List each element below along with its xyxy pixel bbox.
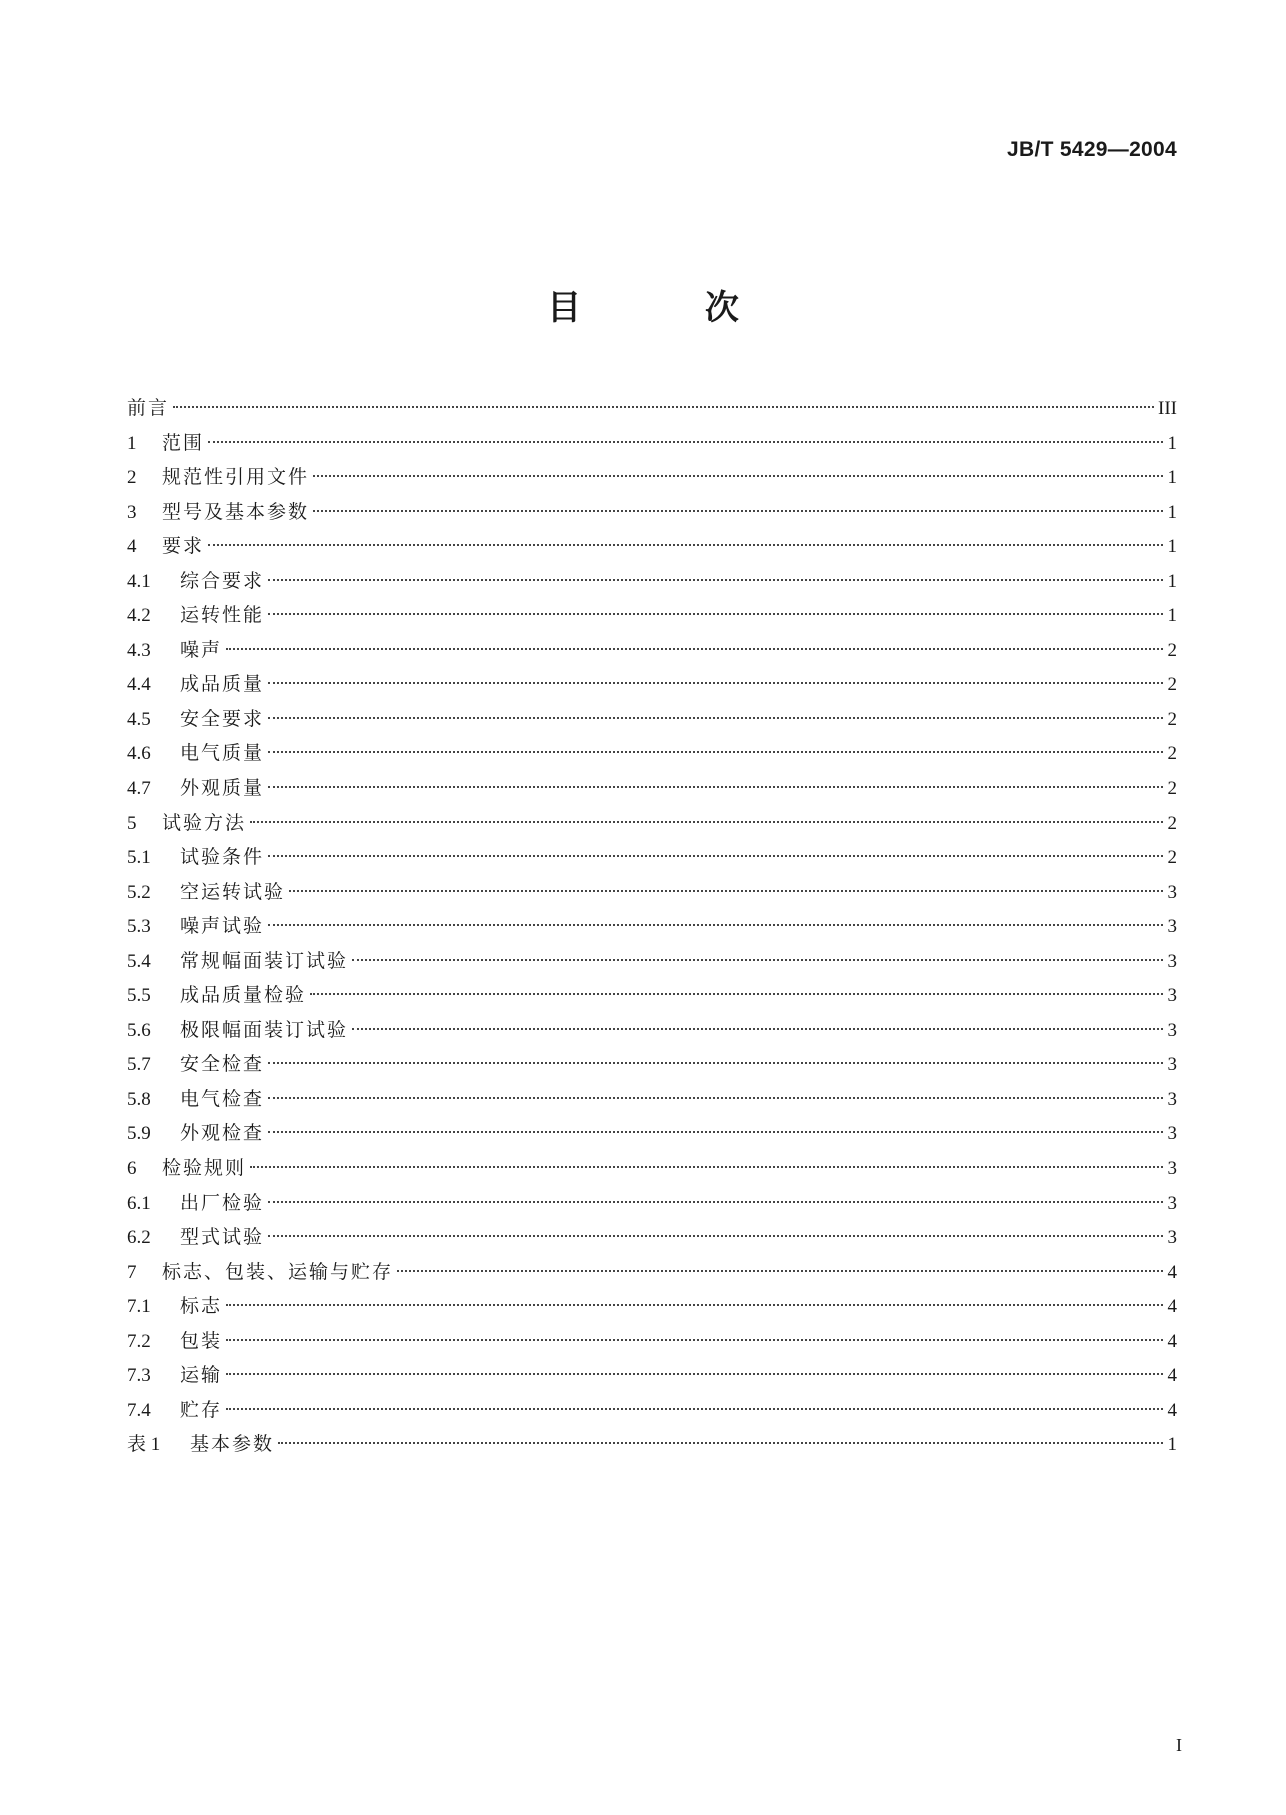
toc-dot-leader <box>173 406 1154 408</box>
toc-dot-leader <box>226 1304 1163 1306</box>
toc-dot-leader <box>278 1442 1163 1444</box>
toc-entry-title: 电气检查 <box>180 1087 265 1110</box>
toc-entry-title: 噪声试验 <box>180 915 265 938</box>
toc-entry-number: 5.8 <box>127 1088 151 1110</box>
toc-entry-number: 6.2 <box>127 1227 151 1249</box>
toc-entry[interactable] <box>127 1151 1177 1186</box>
toc-entry-page: 3 <box>1167 881 1177 903</box>
toc-entry-page: 2 <box>1167 639 1177 661</box>
toc-entry-title: 外观质量 <box>180 777 265 800</box>
toc-entry-number: 4.2 <box>127 605 151 627</box>
toc-entry-title: 标志、包装、运输与贮存 <box>162 1260 394 1283</box>
toc-entry-title: 运输 <box>180 1364 223 1387</box>
toc-entry-page: 4 <box>1167 1365 1177 1387</box>
toc-entry-number: 5.2 <box>127 881 151 903</box>
toc-dot-leader <box>208 441 1163 443</box>
toc-entry-number: 5.7 <box>127 1054 151 1076</box>
toc-entry-number: 5.9 <box>127 1123 151 1145</box>
toc-dot-leader <box>268 682 1163 684</box>
toc-entry-page: 3 <box>1167 985 1177 1007</box>
toc-entry-number: 7.1 <box>127 1296 151 1318</box>
toc-entry-page: 1 <box>1167 536 1177 558</box>
toc-entry-page: 1 <box>1167 570 1177 592</box>
toc-entry-number: 5.4 <box>127 950 151 972</box>
toc-entry-number: 7.4 <box>127 1399 151 1421</box>
toc-entry[interactable] <box>127 771 1177 806</box>
toc-entry-number: 1 <box>127 432 137 454</box>
page-title: 目 次 <box>547 288 795 328</box>
toc-entry-number: 7 <box>127 1261 137 1283</box>
toc-entry[interactable] <box>127 1013 1177 1048</box>
toc-entry-title: 规范性引用文件 <box>162 466 310 489</box>
toc-entry-title: 基本参数 <box>190 1433 275 1456</box>
toc-entry-page: 2 <box>1167 743 1177 765</box>
toc-entry[interactable] <box>127 736 1177 771</box>
toc-entry[interactable] <box>127 909 1177 944</box>
toc-dot-leader <box>268 751 1163 753</box>
toc-entry-number: 3 <box>127 501 137 523</box>
toc-entry[interactable] <box>127 633 1177 668</box>
toc-entry[interactable] <box>127 495 1177 530</box>
toc-entry-number: 4.6 <box>127 743 151 765</box>
toc-entry-number: 4.1 <box>127 570 151 592</box>
toc-entry[interactable] <box>127 1186 1177 1221</box>
toc-entry[interactable] <box>127 529 1177 564</box>
toc-entry-title: 贮存 <box>180 1398 223 1421</box>
toc-dot-leader <box>268 1131 1163 1133</box>
toc-entry-title: 安全要求 <box>180 707 265 730</box>
toc-entry[interactable] <box>127 391 1177 426</box>
toc-entry-number: 表 1 <box>127 1434 161 1456</box>
toc-dot-leader <box>268 613 1163 615</box>
toc-entry[interactable] <box>127 1220 1177 1255</box>
toc-dot-leader <box>268 1235 1163 1237</box>
toc-entry-page: 4 <box>1167 1296 1177 1318</box>
toc-entry[interactable] <box>127 840 1177 875</box>
toc-entry-page: III <box>1158 398 1177 419</box>
toc-entry-page: 2 <box>1167 674 1177 696</box>
toc-entry-page: 3 <box>1167 950 1177 972</box>
toc-entry-page: 3 <box>1167 1054 1177 1076</box>
toc-entry-number: 4.5 <box>127 708 151 730</box>
toc-entry-number: 4.3 <box>127 639 151 661</box>
toc-entry-page: 4 <box>1167 1261 1177 1283</box>
toc-entry[interactable] <box>127 1324 1177 1359</box>
toc-entry-title: 常规幅面装订试验 <box>180 949 349 972</box>
toc-entry[interactable] <box>127 1427 1177 1462</box>
toc-entry[interactable] <box>127 978 1177 1013</box>
toc-dot-leader <box>208 544 1163 546</box>
toc-entry-number: 5.5 <box>127 985 151 1007</box>
toc-dot-leader <box>268 717 1163 719</box>
toc-entry-title: 运转性能 <box>180 604 265 627</box>
toc-entry-title: 标志 <box>180 1295 223 1318</box>
toc-entry-page: 4 <box>1167 1330 1177 1352</box>
table-of-contents <box>127 391 1177 1462</box>
toc-entry-title: 要求 <box>162 535 205 558</box>
toc-entry[interactable] <box>127 667 1177 702</box>
toc-dot-leader <box>289 890 1163 892</box>
toc-entry-page: 1 <box>1167 1434 1177 1456</box>
toc-entry-page: 1 <box>1167 605 1177 627</box>
toc-entry-page: 2 <box>1167 778 1177 800</box>
toc-entry-number: 7.3 <box>127 1365 151 1387</box>
toc-dot-leader <box>250 821 1163 823</box>
toc-entry-title: 试验条件 <box>180 846 265 869</box>
toc-entry[interactable] <box>127 598 1177 633</box>
toc-entry-title: 范围 <box>162 431 205 454</box>
toc-dot-leader <box>352 959 1163 961</box>
toc-entry-number: 6.1 <box>127 1192 151 1214</box>
toc-entry[interactable] <box>127 1082 1177 1117</box>
toc-entry-title: 噪声 <box>180 638 223 661</box>
toc-entry-title: 前言 <box>127 397 170 419</box>
toc-entry-number: 5.3 <box>127 916 151 938</box>
toc-entry-title: 试验方法 <box>162 811 247 834</box>
toc-entry-page: 3 <box>1167 1227 1177 1249</box>
toc-dot-leader <box>268 579 1163 581</box>
toc-entry-number: 7.2 <box>127 1330 151 1352</box>
toc-entry-title: 检验规则 <box>162 1157 247 1180</box>
toc-entry-number: 2 <box>127 467 137 489</box>
toc-entry-page: 3 <box>1167 1019 1177 1041</box>
toc-entry-title: 外观检查 <box>180 1122 265 1145</box>
toc-entry-number: 6 <box>127 1158 137 1180</box>
toc-entry-title: 电气质量 <box>180 742 265 765</box>
toc-dot-leader <box>268 924 1163 926</box>
toc-entry-title: 成品质量 <box>180 673 265 696</box>
toc-entry-page: 2 <box>1167 847 1177 869</box>
toc-entry-page: 1 <box>1167 467 1177 489</box>
toc-entry[interactable] <box>127 702 1177 737</box>
toc-entry-title: 综合要求 <box>180 569 265 592</box>
toc-entry[interactable] <box>127 1255 1177 1290</box>
toc-entry-title: 空运转试验 <box>180 880 286 903</box>
toc-entry-number: 4 <box>127 536 137 558</box>
toc-entry[interactable] <box>127 1358 1177 1393</box>
toc-entry[interactable] <box>127 1116 1177 1151</box>
standard-code: JB/T 5429—2004 <box>1007 138 1177 161</box>
toc-entry-number: 4.4 <box>127 674 151 696</box>
toc-dot-leader <box>313 510 1163 512</box>
toc-entry[interactable] <box>127 875 1177 910</box>
toc-entry[interactable] <box>127 426 1177 461</box>
toc-entry[interactable] <box>127 944 1177 979</box>
toc-dot-leader <box>226 1373 1163 1375</box>
toc-entry-page: 2 <box>1167 812 1177 834</box>
toc-entry[interactable] <box>127 806 1177 841</box>
toc-entry-page: 3 <box>1167 1123 1177 1145</box>
toc-entry[interactable] <box>127 564 1177 599</box>
toc-entry-page: 4 <box>1167 1399 1177 1421</box>
toc-entry[interactable] <box>127 1047 1177 1082</box>
page-number: I <box>1176 1735 1182 1755</box>
toc-dot-leader <box>310 993 1163 995</box>
toc-entry[interactable] <box>127 1393 1177 1428</box>
toc-dot-leader <box>268 855 1163 857</box>
toc-entry-number: 5.6 <box>127 1019 151 1041</box>
toc-entry-page: 3 <box>1167 1088 1177 1110</box>
toc-entry-page: 1 <box>1167 432 1177 454</box>
toc-entry-title: 型式试验 <box>180 1226 265 1249</box>
toc-entry-number: 5 <box>127 812 137 834</box>
toc-dot-leader <box>226 648 1163 650</box>
toc-entry-title: 安全检查 <box>180 1053 265 1076</box>
toc-dot-leader <box>268 1201 1163 1203</box>
toc-entry[interactable] <box>127 460 1177 495</box>
toc-entry-number: 4.7 <box>127 778 151 800</box>
toc-dot-leader <box>268 1062 1163 1064</box>
toc-entry-page: 3 <box>1167 1158 1177 1180</box>
toc-entry-page: 1 <box>1167 501 1177 523</box>
toc-dot-leader <box>352 1028 1163 1030</box>
toc-dot-leader <box>226 1408 1163 1410</box>
toc-entry-page: 2 <box>1167 708 1177 730</box>
toc-dot-leader <box>250 1166 1163 1168</box>
toc-entry-title: 型号及基本参数 <box>162 500 310 523</box>
toc-entry-title: 包装 <box>180 1329 223 1352</box>
toc-dot-leader <box>313 475 1163 477</box>
toc-dot-leader <box>268 786 1163 788</box>
toc-dot-leader <box>397 1270 1163 1272</box>
toc-entry-number: 5.1 <box>127 847 151 869</box>
toc-entry-page: 3 <box>1167 916 1177 938</box>
toc-dot-leader <box>268 1097 1163 1099</box>
toc-entry[interactable] <box>127 1289 1177 1324</box>
toc-entry-title: 成品质量检验 <box>180 984 307 1007</box>
toc-entry-title: 极限幅面装订试验 <box>180 1018 349 1041</box>
toc-dot-leader <box>226 1339 1163 1341</box>
toc-entry-page: 3 <box>1167 1192 1177 1214</box>
toc-entry-title: 出厂检验 <box>180 1191 265 1214</box>
